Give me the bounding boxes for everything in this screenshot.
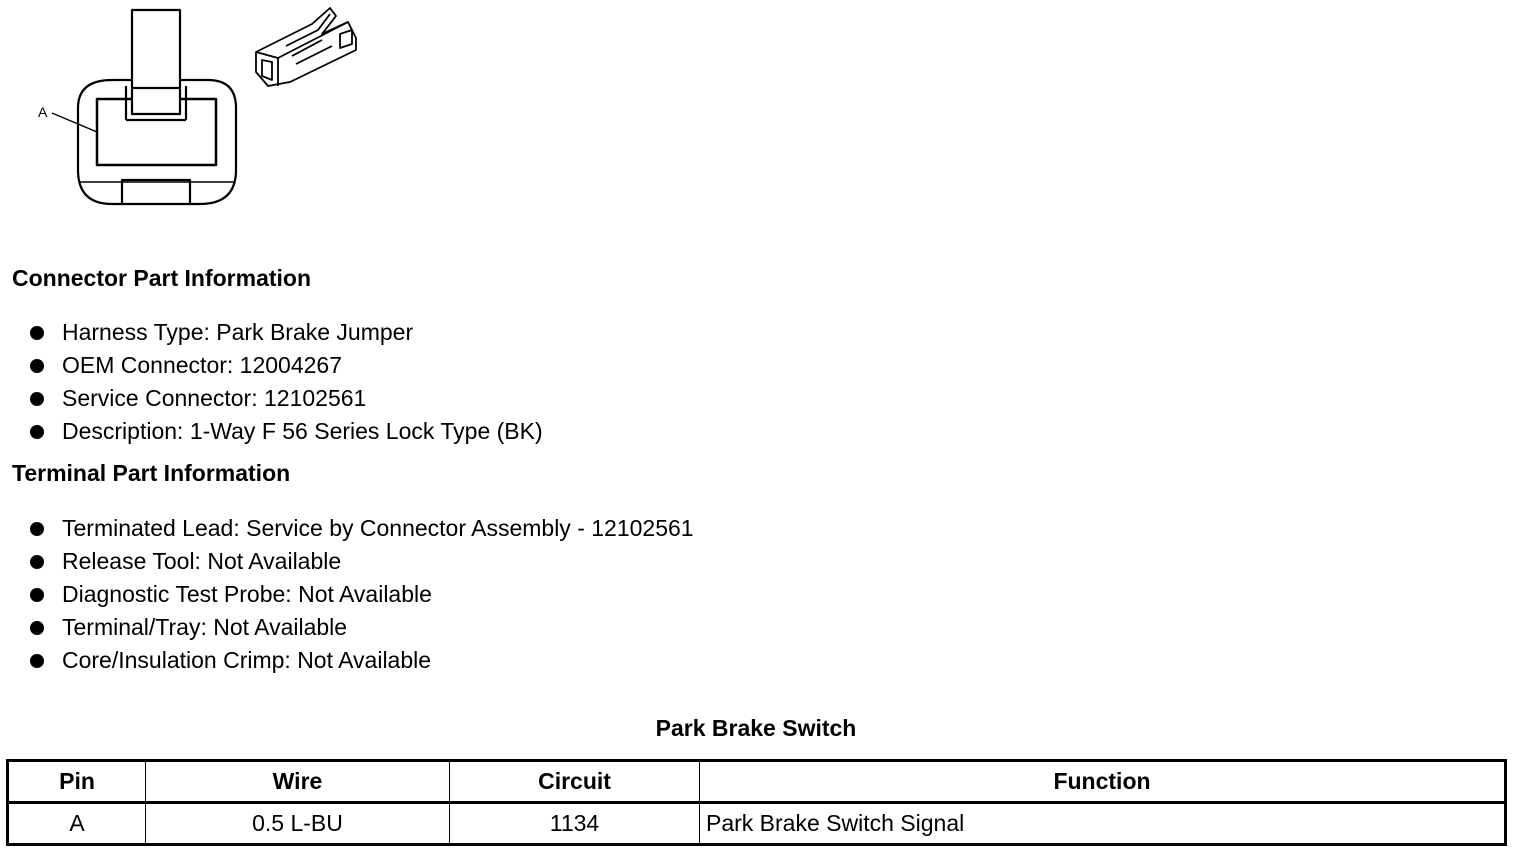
column-header-function: Function (700, 761, 1506, 803)
list-item-text: Terminal/Tray: Not Available (62, 614, 348, 640)
cell-pin: A (8, 803, 146, 845)
list-item (0, 644, 694, 677)
list-item (0, 545, 694, 578)
cell-circuit: 1134 (450, 803, 700, 845)
bullet-icon (30, 522, 44, 536)
list-item (0, 611, 694, 644)
callout-label-a: A (38, 104, 48, 120)
callout-leader (52, 113, 97, 132)
list-item-text: OEM Connector: 12004267 (62, 352, 343, 378)
list-item-text: Service Connector: 12102561 (62, 385, 367, 411)
list-item-text: Diagnostic Test Probe: Not Available (62, 581, 432, 607)
connector-part-heading: Connector Part Information (12, 265, 312, 291)
list-item-text: Release Tool: Not Available (62, 548, 342, 574)
connector-iso-view (256, 8, 356, 86)
connector-part-list (0, 316, 543, 448)
bullet-icon (30, 425, 44, 439)
list-item-text: Description: 1-Way F 56 Series Lock Type (BK) (62, 418, 543, 444)
bullet-icon (30, 588, 44, 602)
list-item (0, 382, 543, 415)
terminal-part-heading: Terminal Part Information (12, 460, 291, 486)
list-item-text: Core/Insulation Crimp: Not Available (62, 647, 432, 673)
connector-bottom-tab (122, 180, 190, 204)
list-item (0, 512, 694, 545)
cell-wire: 0.5 L-BU (146, 803, 450, 845)
list-item (0, 349, 543, 382)
list-item-text: Terminated Lead: Service by Connector Assembly - 12102561 (62, 515, 694, 541)
column-header-circuit: Circuit (450, 761, 700, 803)
table-title: Park Brake Switch (655, 715, 857, 741)
bullet-icon (30, 621, 44, 635)
connector-lock-latch (132, 10, 180, 114)
bullet-icon (30, 392, 44, 406)
column-header-pin: Pin (8, 761, 146, 803)
terminal-part-list (0, 512, 694, 677)
pin-table (6, 759, 1507, 846)
column-header-wire: Wire (146, 761, 450, 803)
bullet-icon (30, 359, 44, 373)
connector-illustration (0, 0, 380, 215)
list-item-text: Harness Type: Park Brake Jumper (62, 319, 414, 345)
table-row (8, 803, 1506, 845)
bullet-icon (30, 326, 44, 340)
cell-function: Park Brake Switch Signal (700, 803, 1506, 845)
list-item (0, 316, 543, 349)
list-item (0, 415, 543, 448)
table-header-row (8, 761, 1506, 803)
list-item (0, 578, 694, 611)
bullet-icon (30, 654, 44, 668)
bullet-icon (30, 555, 44, 569)
